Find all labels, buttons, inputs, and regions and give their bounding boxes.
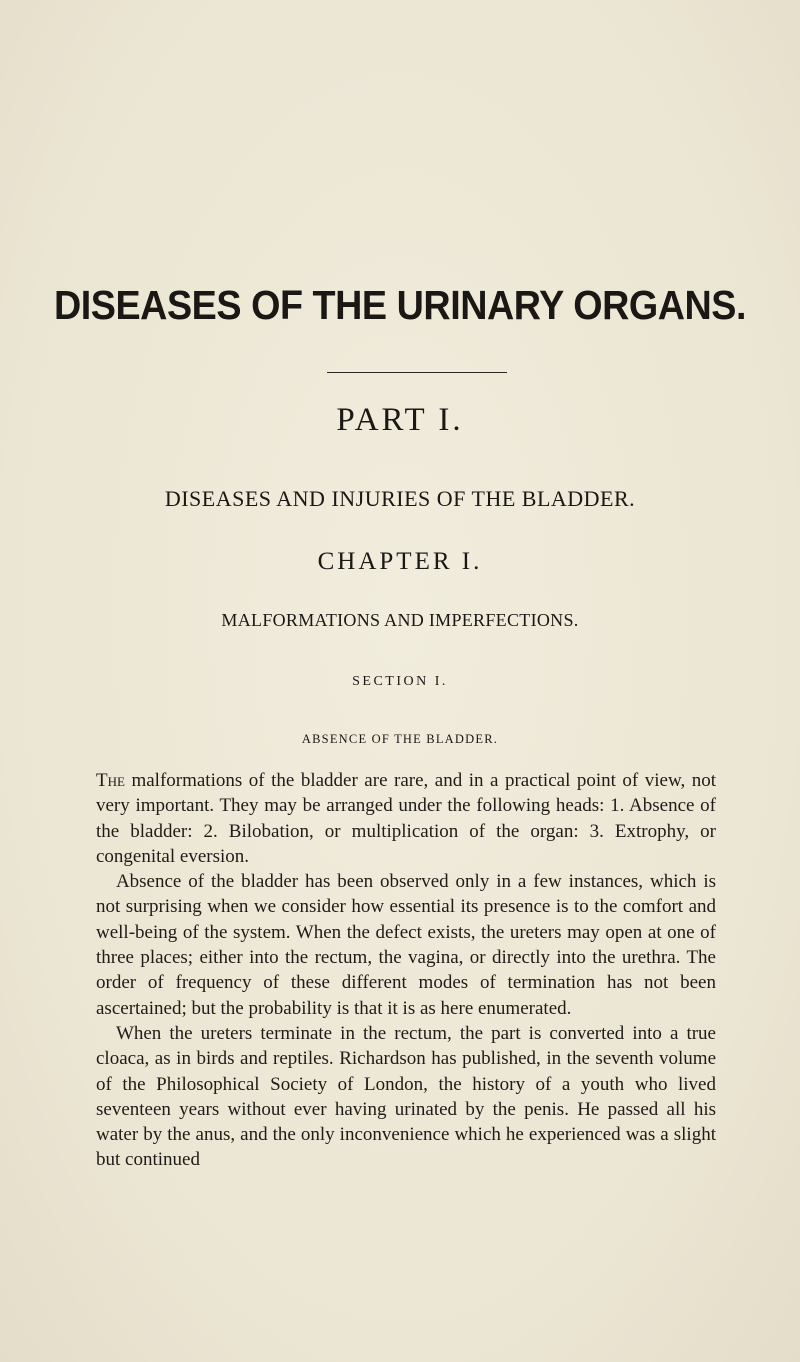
title-divider: [327, 372, 507, 373]
section-topic: ABSENCE OF THE BLADDER.: [301, 732, 499, 746]
paragraph-text: malformations of the bladder are rare, and in a practical point of view, not very important. They may be arranged under the following heads: 1. Absence of the bladder: 2. Bilobation, or multiplication of the organ: 3. Extrophy, or congenital eversion.: [96, 770, 717, 867]
part-heading: PART I.: [336, 402, 464, 438]
paragraph-lead-word: The: [96, 770, 125, 791]
chapter-heading: CHAPTER I.: [317, 548, 483, 575]
chapter-topic: MALFORMATIONS AND IMPERFECTIONS.: [221, 610, 579, 630]
paragraph: Absence of the bladder has been observed only in a few instances, which is not surprising when we consider how essential its presence is to the comfort and well-being of the system. When the defect exists, the ureters may open at one of three places; either into the rectum, the vagina, or directly into the urethra. The order of frequency of these different modes of termination has not been ascertained; but the probability is that it is as here enumerated.: [96, 871, 716, 1019]
paragraph: When the ureters terminate in the rectum, the part is converted into a true cloaca, as in birds and reptiles. Richardson has published, in the seventh volume of the Philosophical Society of London, the history of a youth who lived seventeen years without ever having urinated by the penis. He passed all his water by the anus, and the only inconvenience which he experienced was a slight but continued: [96, 1022, 716, 1171]
section-heading: SECTION I.: [352, 674, 448, 689]
part-subtitle: DISEASES AND INJURIES OF THE BLADDER.: [164, 486, 636, 511]
book-title: DISEASES OF THE URINARY ORGANS.: [53, 282, 747, 328]
paragraph: [96, 768, 716, 869]
body-text: [96, 768, 716, 1173]
